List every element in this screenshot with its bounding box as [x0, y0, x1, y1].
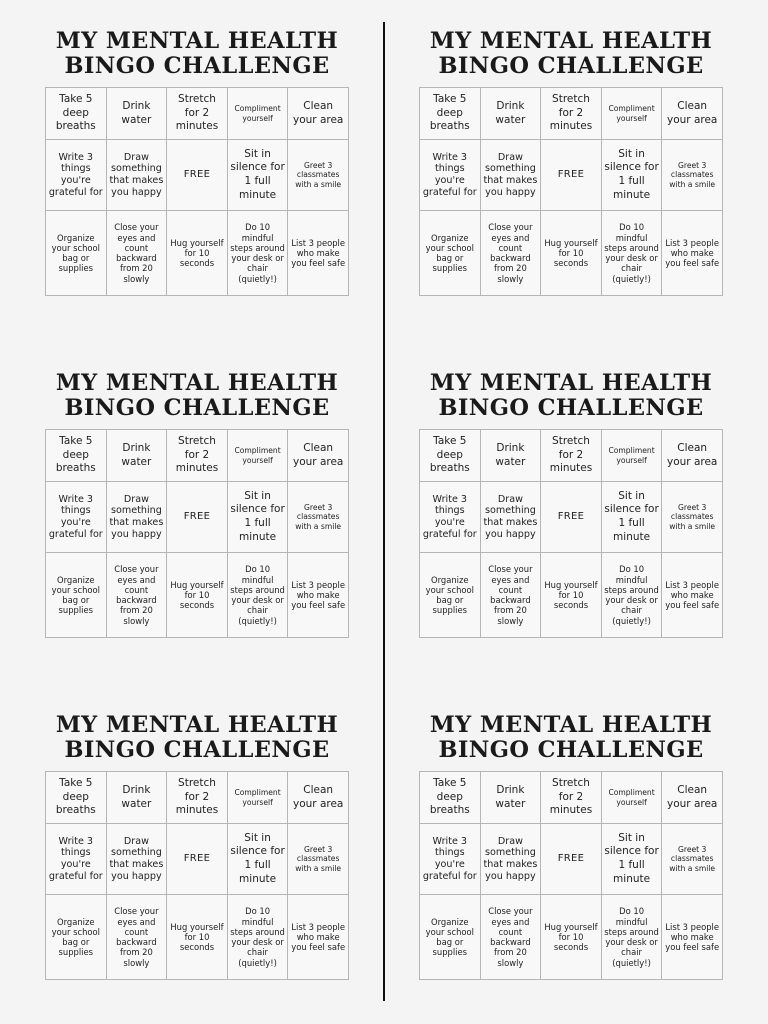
- bingo-card-bottom-right: [419, 712, 723, 968]
- bingo-cell: Write 3 things you're grateful for: [46, 140, 107, 211]
- bingo-cell: Greet 3 classmates with a smile: [288, 140, 349, 211]
- bingo-card-middle-left: [45, 370, 349, 626]
- bingo-card-middle-right: [419, 370, 723, 626]
- bingo-cell: Clean your area: [288, 430, 349, 482]
- bingo-cell: Hug yourself for 10 seconds: [541, 211, 602, 296]
- title-line-1: MY MENTAL HEALTH: [55, 712, 339, 738]
- bingo-free-cell: FREE: [167, 824, 228, 895]
- bingo-cell: Stretch for 2 minutes: [167, 88, 228, 140]
- card-title: [419, 29, 723, 87]
- bingo-cell: Compliment yourself: [601, 772, 662, 824]
- bingo-cell: Sit in silence for 1 full minute: [227, 824, 288, 895]
- title-line-1: MY MENTAL HEALTH: [55, 28, 339, 54]
- bingo-cell: Compliment yourself: [227, 772, 288, 824]
- title-line-2: BINGO CHALLENGE: [64, 737, 330, 763]
- bingo-cell: Do 10 mindful steps around your desk or chair (quietly!): [227, 211, 288, 296]
- bingo-grid: [419, 771, 723, 980]
- bingo-cell: Stretch for 2 minutes: [541, 430, 602, 482]
- card-title: [419, 371, 723, 429]
- bingo-cell: Do 10 mindful steps around your desk or chair (quietly!): [227, 553, 288, 638]
- bingo-cell: Close your eyes and count backward from 20 slowly: [480, 553, 541, 638]
- bingo-cell: Close your eyes and count backward from 20 slowly: [480, 895, 541, 980]
- bingo-cell: Organize your school bag or supplies: [420, 895, 481, 980]
- bingo-grid: [45, 429, 349, 638]
- bingo-free-cell: FREE: [541, 140, 602, 211]
- bingo-cell: Write 3 things you're grateful for: [420, 140, 481, 211]
- bingo-free-cell: FREE: [541, 482, 602, 553]
- card-title: [45, 29, 349, 87]
- bingo-card-bottom-left: [45, 712, 349, 968]
- bingo-grid: [45, 87, 349, 296]
- bingo-cell: Close your eyes and count backward from 20 slowly: [106, 553, 167, 638]
- bingo-cell: Do 10 mindful steps around your desk or chair (quietly!): [601, 553, 662, 638]
- title-line-1: MY MENTAL HEALTH: [55, 370, 339, 396]
- card-title: [45, 713, 349, 771]
- bingo-cell: Hug yourself for 10 seconds: [167, 211, 228, 296]
- title-line-1: MY MENTAL HEALTH: [429, 712, 713, 738]
- title-line-2: BINGO CHALLENGE: [438, 737, 704, 763]
- bingo-cell: Compliment yourself: [601, 88, 662, 140]
- bingo-cell: Take 5 deep breaths: [420, 430, 481, 482]
- bingo-cell: Close your eyes and count backward from 20 slowly: [106, 895, 167, 980]
- bingo-cell: Take 5 deep breaths: [420, 772, 481, 824]
- bingo-grid: [419, 429, 723, 638]
- bingo-cell: Stretch for 2 minutes: [167, 772, 228, 824]
- bingo-cell: Take 5 deep breaths: [46, 430, 107, 482]
- bingo-grid: [419, 87, 723, 296]
- bingo-cell: Hug yourself for 10 seconds: [167, 895, 228, 980]
- bingo-cell: Hug yourself for 10 seconds: [541, 553, 602, 638]
- bingo-cell: Organize your school bag or supplies: [46, 553, 107, 638]
- bingo-cell: List 3 people who make you feel safe: [662, 553, 723, 638]
- bingo-cell: Clean your area: [662, 88, 723, 140]
- bingo-cell: Clean your area: [288, 772, 349, 824]
- bingo-free-cell: FREE: [167, 482, 228, 553]
- bingo-cell: Greet 3 classmates with a smile: [288, 824, 349, 895]
- bingo-cell: Greet 3 classmates with a smile: [662, 140, 723, 211]
- bingo-cell: Compliment yourself: [601, 430, 662, 482]
- bingo-cell: Clean your area: [662, 772, 723, 824]
- bingo-cell: Close your eyes and count backward from 20 slowly: [480, 211, 541, 296]
- card-title: [419, 713, 723, 771]
- bingo-cell: Stretch for 2 minutes: [541, 772, 602, 824]
- bingo-cell: Organize your school bag or supplies: [420, 211, 481, 296]
- bingo-cell: Drink water: [106, 430, 167, 482]
- bingo-cell: Draw something that makes you happy: [480, 140, 541, 211]
- bingo-cell: Stretch for 2 minutes: [167, 430, 228, 482]
- bingo-card-top-left: [45, 28, 349, 284]
- bingo-free-cell: FREE: [167, 140, 228, 211]
- bingo-cell: Drink water: [480, 430, 541, 482]
- bingo-cell: Take 5 deep breaths: [420, 88, 481, 140]
- bingo-card-top-right: [419, 28, 723, 284]
- bingo-cell: Do 10 mindful steps around your desk or chair (quietly!): [227, 895, 288, 980]
- bingo-cell: Sit in silence for 1 full minute: [601, 824, 662, 895]
- bingo-cell: Close your eyes and count backward from 20 slowly: [106, 211, 167, 296]
- bingo-cell: Take 5 deep breaths: [46, 88, 107, 140]
- bingo-cell: Write 3 things you're grateful for: [46, 482, 107, 553]
- bingo-cell: List 3 people who make you feel safe: [662, 895, 723, 980]
- bingo-cell: Compliment yourself: [227, 430, 288, 482]
- bingo-cell: Write 3 things you're grateful for: [420, 482, 481, 553]
- page-divider-line: [383, 22, 385, 1001]
- bingo-cell: Do 10 mindful steps around your desk or chair (quietly!): [601, 211, 662, 296]
- bingo-cell: Hug yourself for 10 seconds: [167, 553, 228, 638]
- bingo-cell: Drink water: [480, 772, 541, 824]
- bingo-cell: Organize your school bag or supplies: [420, 553, 481, 638]
- bingo-cell: Take 5 deep breaths: [46, 772, 107, 824]
- title-line-2: BINGO CHALLENGE: [64, 53, 330, 79]
- bingo-cell: Sit in silence for 1 full minute: [601, 140, 662, 211]
- bingo-cell: Draw something that makes you happy: [480, 824, 541, 895]
- bingo-cell: Compliment yourself: [227, 88, 288, 140]
- bingo-cell: Drink water: [480, 88, 541, 140]
- bingo-cell: Sit in silence for 1 full minute: [227, 482, 288, 553]
- bingo-cell: Write 3 things you're grateful for: [46, 824, 107, 895]
- title-line-2: BINGO CHALLENGE: [438, 395, 704, 421]
- bingo-cell: Organize your school bag or supplies: [46, 211, 107, 296]
- title-line-1: MY MENTAL HEALTH: [429, 370, 713, 396]
- bingo-cell: List 3 people who make you feel safe: [288, 211, 349, 296]
- bingo-cell: Stretch for 2 minutes: [541, 88, 602, 140]
- bingo-cell: Hug yourself for 10 seconds: [541, 895, 602, 980]
- bingo-cell: List 3 people who make you feel safe: [288, 895, 349, 980]
- bingo-cell: Greet 3 classmates with a smile: [288, 482, 349, 553]
- bingo-cell: Sit in silence for 1 full minute: [227, 140, 288, 211]
- bingo-cell: Draw something that makes you happy: [480, 482, 541, 553]
- title-line-1: MY MENTAL HEALTH: [429, 28, 713, 54]
- bingo-cell: Draw something that makes you happy: [106, 140, 167, 211]
- bingo-cell: Write 3 things you're grateful for: [420, 824, 481, 895]
- bingo-cell: List 3 people who make you feel safe: [288, 553, 349, 638]
- title-line-2: BINGO CHALLENGE: [64, 395, 330, 421]
- bingo-cell: Sit in silence for 1 full minute: [601, 482, 662, 553]
- bingo-cell: Greet 3 classmates with a smile: [662, 824, 723, 895]
- bingo-grid: [45, 771, 349, 980]
- card-title: [45, 371, 349, 429]
- bingo-cell: Drink water: [106, 88, 167, 140]
- title-line-2: BINGO CHALLENGE: [438, 53, 704, 79]
- bingo-cell: Organize your school bag or supplies: [46, 895, 107, 980]
- bingo-cell: List 3 people who make you feel safe: [662, 211, 723, 296]
- bingo-cell: Do 10 mindful steps around your desk or chair (quietly!): [601, 895, 662, 980]
- bingo-cell: Drink water: [106, 772, 167, 824]
- bingo-cell: Clean your area: [662, 430, 723, 482]
- bingo-cell: Draw something that makes you happy: [106, 482, 167, 553]
- bingo-cell: Clean your area: [288, 88, 349, 140]
- bingo-cell: Draw something that makes you happy: [106, 824, 167, 895]
- bingo-free-cell: FREE: [541, 824, 602, 895]
- bingo-cell: Greet 3 classmates with a smile: [662, 482, 723, 553]
